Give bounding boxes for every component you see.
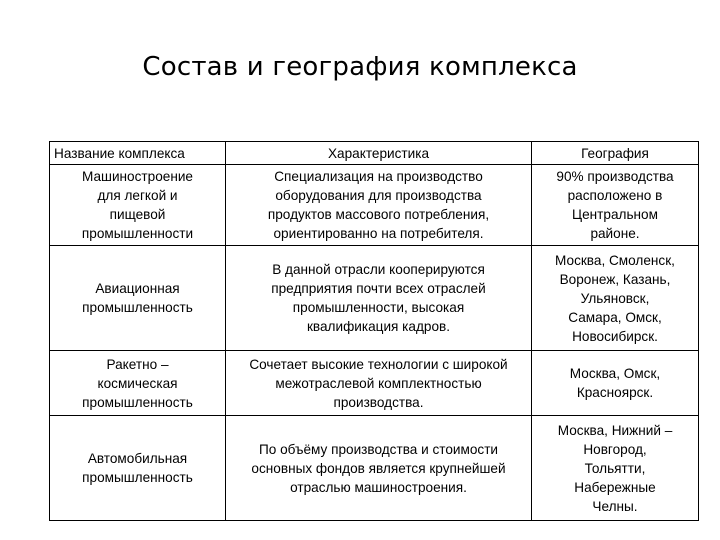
cell-name: Автомобильная промышленность	[50, 416, 226, 521]
cell-description: Специализация на производство оборудования для производства продуктов массового потребления, ориентированно на потребителя.	[226, 165, 532, 246]
table-header-row	[50, 142, 699, 165]
header-description: Характеристика	[226, 142, 532, 165]
header-name: Название комплекса	[50, 142, 226, 165]
cell-description: По объёму производства и стоимости основных фондов является крупнейшей отраслью машиностроения.	[226, 416, 532, 521]
cell-geography: 90% производства расположено в Центральном районе.	[532, 165, 699, 246]
table-row	[50, 246, 699, 351]
cell-geography: Москва, Смоленск, Воронеж, Казань, Ульяновск, Самара, Омск, Новосибирск.	[532, 246, 699, 351]
table-row	[50, 165, 699, 246]
cell-geography: Москва, Омск, Красноярск.	[532, 351, 699, 416]
cell-description: Сочетает высокие технологии с широкой межотраслевой комплектностью производства.	[226, 351, 532, 416]
cell-description: В данной отрасли кооперируются предприятия почти всех отраслей промышленности, высокая квалификация кадров.	[226, 246, 532, 351]
table-row	[50, 351, 699, 416]
cell-geography: Москва, Нижний – Новгород, Тольятти, Набережные Челны.	[532, 416, 699, 521]
cell-name: Ракетно – космическая промышленность	[50, 351, 226, 416]
cell-name: Машиностроение для легкой и пищевой промышленности	[50, 165, 226, 246]
industry-table	[49, 141, 699, 521]
header-geography: География	[532, 142, 699, 165]
page-title: Состав и география комплекса	[142, 52, 578, 82]
table-row	[50, 416, 699, 521]
cell-name: Авиационная промышленность	[50, 246, 226, 351]
